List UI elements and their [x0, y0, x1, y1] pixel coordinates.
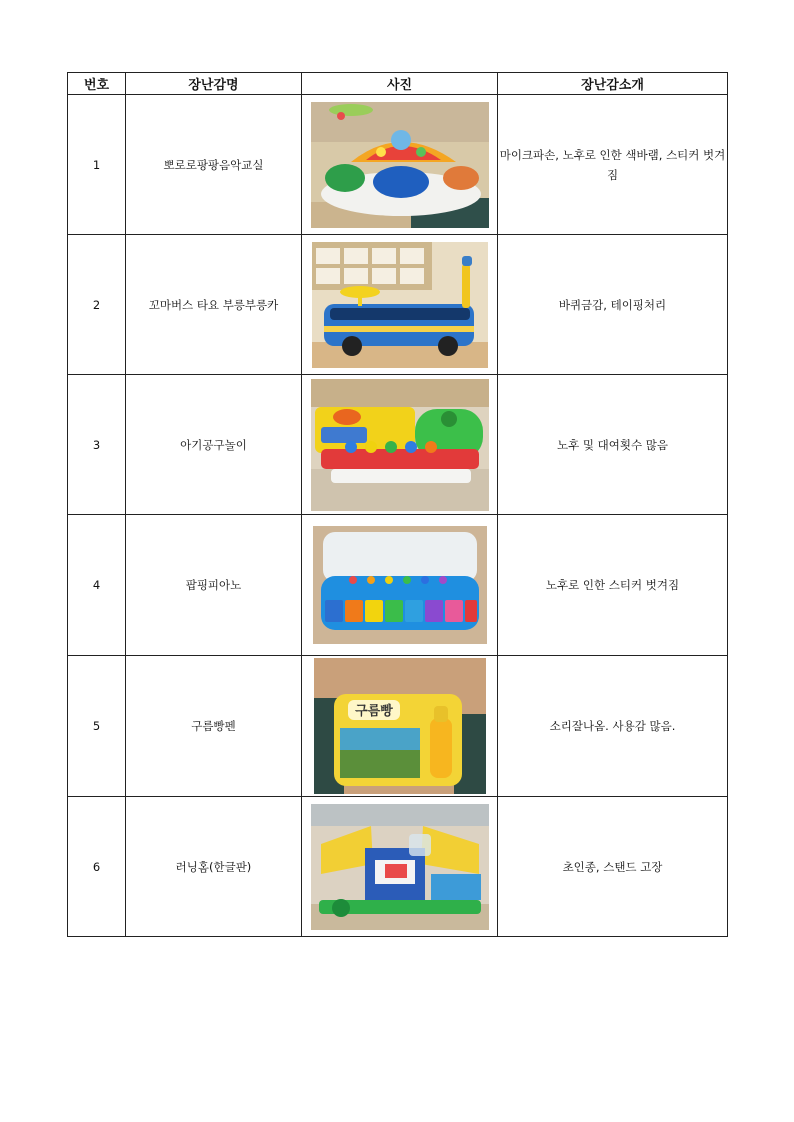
toy-description: 노후로 인한 스티커 벗겨짐: [498, 515, 728, 656]
toy-name: 구름빵펜: [126, 656, 302, 797]
table-row: [68, 515, 728, 656]
toy-table: [67, 72, 728, 937]
photo-cell: [302, 656, 498, 797]
toy-description: 노후 및 대여횟수 많음: [498, 375, 728, 515]
row-number: 6: [68, 797, 126, 937]
toy-name: 꼬마버스 타요 부릉부릉카: [126, 235, 302, 375]
popping-piano-photo: [313, 526, 487, 644]
gureumppang-sign: 구름빵: [354, 704, 393, 719]
toy-description: 바퀴금감, 테이핑처리: [498, 235, 728, 375]
toy-description: 소리잘나옴. 사용감 많음.: [498, 656, 728, 797]
toy-name: 아기공구놀이: [126, 375, 302, 515]
photo-cell: [302, 95, 498, 235]
table-row: [68, 656, 728, 797]
row-number: 1: [68, 95, 126, 235]
row-number: 2: [68, 235, 126, 375]
table-row: [68, 375, 728, 515]
row-number: 4: [68, 515, 126, 656]
pororo-music-class-photo: [311, 102, 489, 228]
toy-description: 초인종, 스탠드 고장: [498, 797, 728, 937]
tayo-ride-on-bus-photo: [312, 242, 488, 368]
header-number: 번호: [68, 73, 126, 95]
toy-name: 팝핑피아노: [126, 515, 302, 656]
baby-tool-play-photo: [311, 379, 489, 511]
toy-name: 뽀로로팡팡음악교실: [126, 95, 302, 235]
toy-name: 러닝홈(한글판): [126, 797, 302, 937]
photo-cell: [302, 375, 498, 515]
photo-cell: [302, 515, 498, 656]
photo-cell: [302, 797, 498, 937]
header-toy-description: 장난감소개: [498, 73, 728, 95]
table-row: [68, 797, 728, 937]
learning-home-photo: [311, 804, 489, 930]
header-toy-name: 장난감명: [126, 73, 302, 95]
table-row: [68, 95, 728, 235]
header-photo: 사진: [302, 73, 498, 95]
table-header-row: [68, 73, 728, 95]
row-number: 3: [68, 375, 126, 515]
gureumppang-pen-photo: [314, 658, 486, 794]
row-number: 5: [68, 656, 126, 797]
toy-description: 마이크파손, 노후로 인한 색바램, 스티커 벗겨짐: [498, 95, 728, 235]
table-row: [68, 235, 728, 375]
photo-cell: [302, 235, 498, 375]
